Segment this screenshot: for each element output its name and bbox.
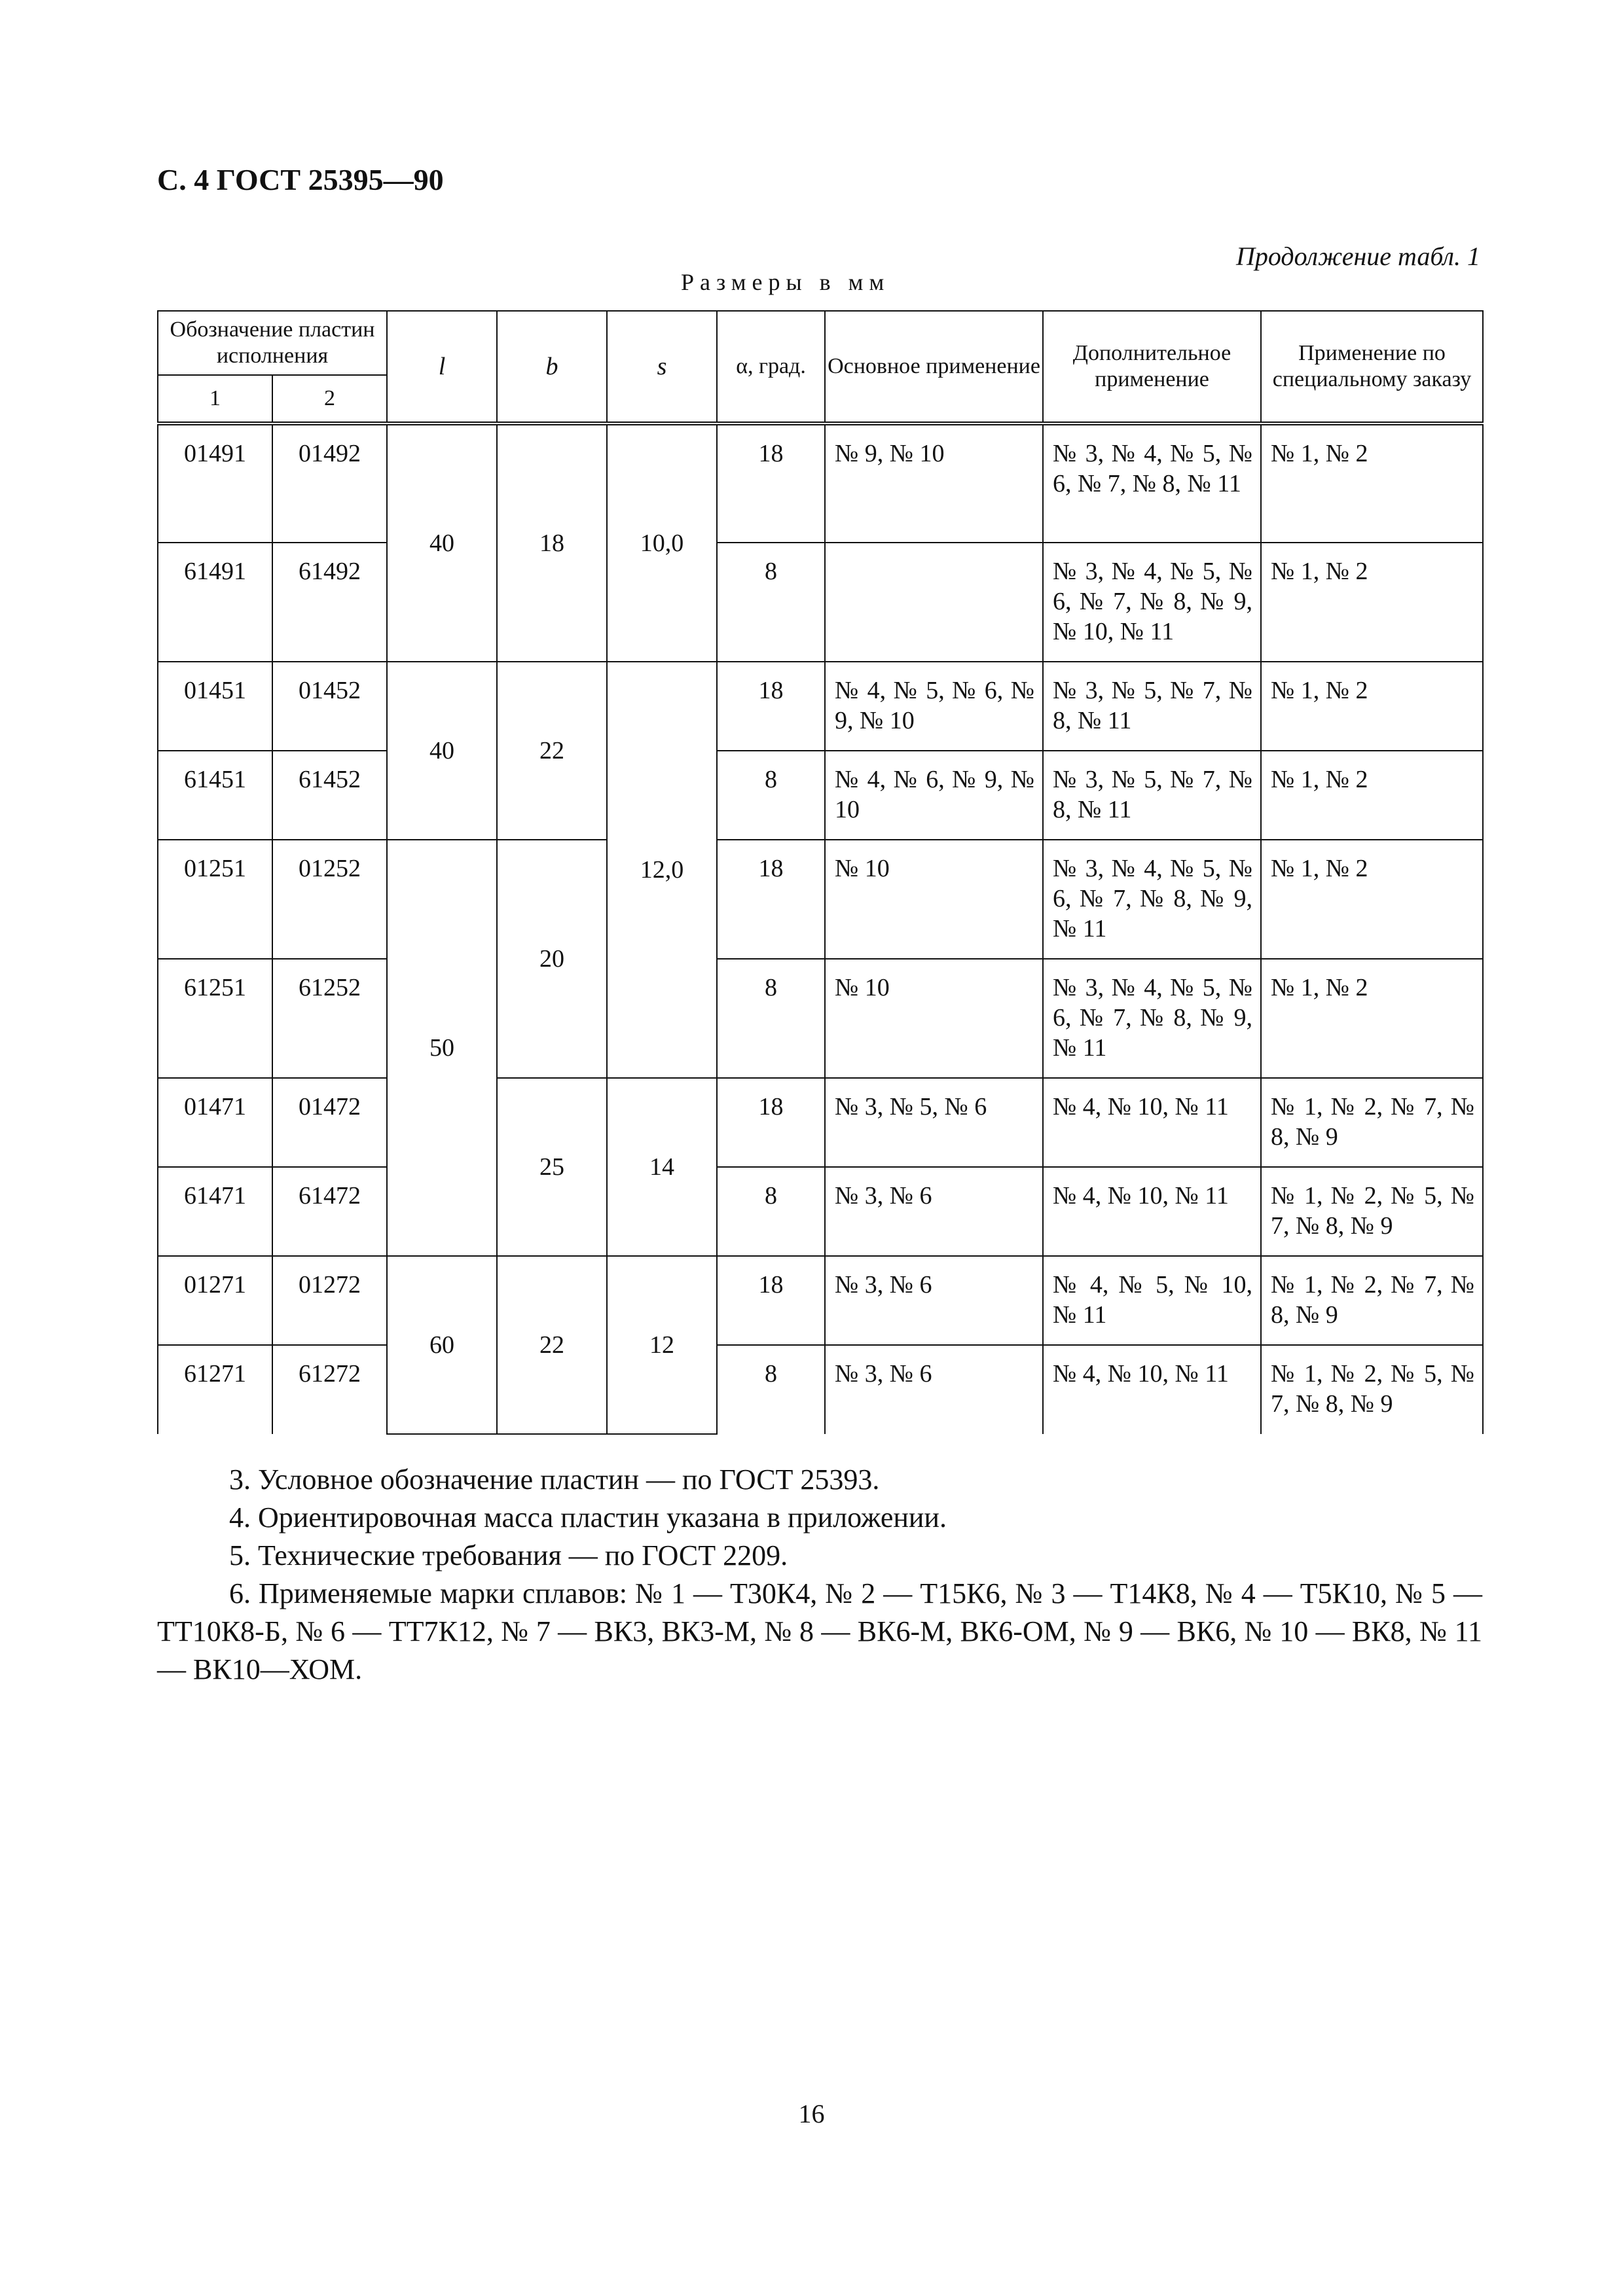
cell-version-1: 61491 bbox=[158, 543, 272, 662]
cell-b: 22 bbox=[497, 662, 607, 840]
note-5: 5. Технические требования — по ГОСТ 2209. bbox=[229, 1539, 788, 1571]
cell-alpha: 8 bbox=[717, 1345, 825, 1434]
cell-alpha: 8 bbox=[717, 543, 825, 662]
page-header: С. 4 ГОСТ 25395—90 bbox=[157, 163, 444, 196]
table-row bbox=[158, 840, 1483, 959]
table-row bbox=[158, 959, 1483, 1078]
dimensions-label: Размеры в мм bbox=[681, 269, 890, 295]
cell-alpha: 18 bbox=[717, 662, 825, 751]
cell-version-2: 61472 bbox=[272, 1167, 387, 1256]
cell-main-application: № 3, № 6 bbox=[825, 1256, 1043, 1345]
cell-main-application: № 10 bbox=[825, 959, 1043, 1078]
table-row bbox=[158, 1256, 1483, 1345]
cell-additional-application: № 4, № 10, № 11 bbox=[1043, 1167, 1261, 1256]
cell-s: 12,0 bbox=[607, 662, 717, 1078]
cell-l: 40 bbox=[387, 662, 497, 840]
header-alpha: α, град. bbox=[717, 311, 825, 423]
continuation-label: Продолжение табл. 1 bbox=[1235, 242, 1480, 271]
cell-s: 10,0 bbox=[607, 423, 717, 662]
cell-main-application: № 3, № 5, № 6 bbox=[825, 1078, 1043, 1167]
header-additional-application: Дополнительное применение bbox=[1043, 311, 1261, 423]
note-6: 6. Применяемые марки сплавов: № 1 — Т30К4, № 2 — Т15К6, № 3 — Т14К8, № 4 — Т5К10, № 5 — ТТ10К8-Б, № 6 — ТТ7К12, № 7 — ВК3, ВК3-М, № 8 — ВК6-М, ВК6-ОМ, № 9 — ВК6, № 10 — ВК8, № 11 — ВК10—ХОМ. bbox=[157, 1577, 1482, 1685]
cell-version-2: 01492 bbox=[272, 423, 387, 543]
cell-main-application: № 10 bbox=[825, 840, 1043, 959]
cell-alpha: 8 bbox=[717, 1167, 825, 1256]
table-row bbox=[158, 543, 1483, 662]
cell-version-2: 01272 bbox=[272, 1256, 387, 1345]
cell-special-order: № 1, № 2 bbox=[1261, 423, 1483, 543]
table-row bbox=[158, 751, 1483, 840]
cell-special-order: № 1, № 2 bbox=[1261, 959, 1483, 1078]
cell-main-application: № 3, № 6 bbox=[825, 1345, 1043, 1434]
cell-alpha: 18 bbox=[717, 423, 825, 543]
cell-special-order: № 1, № 2, № 5, № 7, № 8, № 9 bbox=[1261, 1167, 1483, 1256]
header-b: b bbox=[497, 311, 607, 423]
cell-s: 12 bbox=[607, 1256, 717, 1434]
header-version-2: 2 bbox=[272, 375, 387, 423]
header-l: l bbox=[387, 311, 497, 423]
cell-b: 22 bbox=[497, 1256, 607, 1434]
cell-version-1: 61451 bbox=[158, 751, 272, 840]
cell-main-application: № 3, № 6 bbox=[825, 1167, 1043, 1256]
page-number: 16 bbox=[798, 2099, 825, 2128]
note-3: 3. Условное обозначение пластин — по ГОСТ 25393. bbox=[229, 1463, 880, 1496]
table-row bbox=[158, 1167, 1483, 1256]
cell-version-1: 61271 bbox=[158, 1345, 272, 1434]
cell-additional-application: № 3, № 4, № 5, № 6, № 7, № 8, № 11 bbox=[1043, 423, 1261, 543]
cell-b: 25 bbox=[497, 1078, 607, 1256]
cell-version-2: 01252 bbox=[272, 840, 387, 959]
cell-main-application bbox=[825, 543, 1043, 662]
cell-alpha: 18 bbox=[717, 1256, 825, 1345]
table-row bbox=[158, 423, 1483, 543]
cell-additional-application: № 4, № 10, № 11 bbox=[1043, 1078, 1261, 1167]
cell-version-1: 01451 bbox=[158, 662, 272, 751]
table-row bbox=[158, 1345, 1483, 1434]
cell-main-application: № 4, № 5, № 6, № 9, № 10 bbox=[825, 662, 1043, 751]
cell-version-2: 01472 bbox=[272, 1078, 387, 1167]
header-version-1: 1 bbox=[158, 375, 272, 423]
cell-alpha: 8 bbox=[717, 959, 825, 1078]
cell-alpha: 18 bbox=[717, 1078, 825, 1167]
specification-table bbox=[157, 310, 1484, 1435]
table-row bbox=[158, 662, 1483, 751]
cell-version-2: 61492 bbox=[272, 543, 387, 662]
table-row bbox=[158, 1078, 1483, 1167]
cell-l: 50 bbox=[387, 840, 497, 1256]
cell-version-1: 01251 bbox=[158, 840, 272, 959]
cell-version-2: 61272 bbox=[272, 1345, 387, 1434]
cell-additional-application: № 4, № 5, № 10, № 11 bbox=[1043, 1256, 1261, 1345]
cell-additional-application: № 3, № 4, № 5, № 6, № 7, № 8, № 9, № 11 bbox=[1043, 959, 1261, 1078]
cell-version-2: 61252 bbox=[272, 959, 387, 1078]
note-4: 4. Ориентировочная масса пластин указана в приложении. bbox=[229, 1501, 947, 1534]
cell-version-1: 61471 bbox=[158, 1167, 272, 1256]
header-special-order: Применение по специальному заказу bbox=[1261, 311, 1483, 423]
cell-additional-application: № 3, № 5, № 7, № 8, № 11 bbox=[1043, 662, 1261, 751]
cell-b: 20 bbox=[497, 840, 607, 1078]
cell-alpha: 18 bbox=[717, 840, 825, 959]
cell-special-order: № 1, № 2 bbox=[1261, 662, 1483, 751]
cell-version-2: 61452 bbox=[272, 751, 387, 840]
cell-version-1: 61251 bbox=[158, 959, 272, 1078]
cell-special-order: № 1, № 2, № 7, № 8, № 9 bbox=[1261, 1256, 1483, 1345]
cell-version-1: 01491 bbox=[158, 423, 272, 543]
cell-version-1: 01471 bbox=[158, 1078, 272, 1167]
header-main-application: Основное применение bbox=[825, 311, 1043, 423]
cell-special-order: № 1, № 2 bbox=[1261, 543, 1483, 662]
cell-version-2: 01452 bbox=[272, 662, 387, 751]
cell-additional-application: № 3, № 5, № 7, № 8, № 11 bbox=[1043, 751, 1261, 840]
notes bbox=[157, 1461, 1482, 1689]
cell-special-order: № 1, № 2 bbox=[1261, 751, 1483, 840]
cell-main-application: № 4, № 6, № 9, № 10 bbox=[825, 751, 1043, 840]
cell-additional-application: № 4, № 10, № 11 bbox=[1043, 1345, 1261, 1434]
cell-special-order: № 1, № 2, № 5, № 7, № 8, № 9 bbox=[1261, 1345, 1483, 1434]
cell-s: 14 bbox=[607, 1078, 717, 1256]
cell-special-order: № 1, № 2 bbox=[1261, 840, 1483, 959]
cell-additional-application: № 3, № 4, № 5, № 6, № 7, № 8, № 9, № 10, № 11 bbox=[1043, 543, 1261, 662]
cell-main-application: № 9, № 10 bbox=[825, 423, 1043, 543]
header-s: s bbox=[607, 311, 717, 423]
cell-additional-application: № 3, № 4, № 5, № 6, № 7, № 8, № 9, № 11 bbox=[1043, 840, 1261, 959]
cell-l: 40 bbox=[387, 423, 497, 662]
header-designation: Обозначение пластин исполнения bbox=[158, 311, 387, 375]
cell-version-1: 01271 bbox=[158, 1256, 272, 1345]
cell-special-order: № 1, № 2, № 7, № 8, № 9 bbox=[1261, 1078, 1483, 1167]
cell-l: 60 bbox=[387, 1256, 497, 1434]
cell-alpha: 8 bbox=[717, 751, 825, 840]
cell-b: 18 bbox=[497, 423, 607, 662]
